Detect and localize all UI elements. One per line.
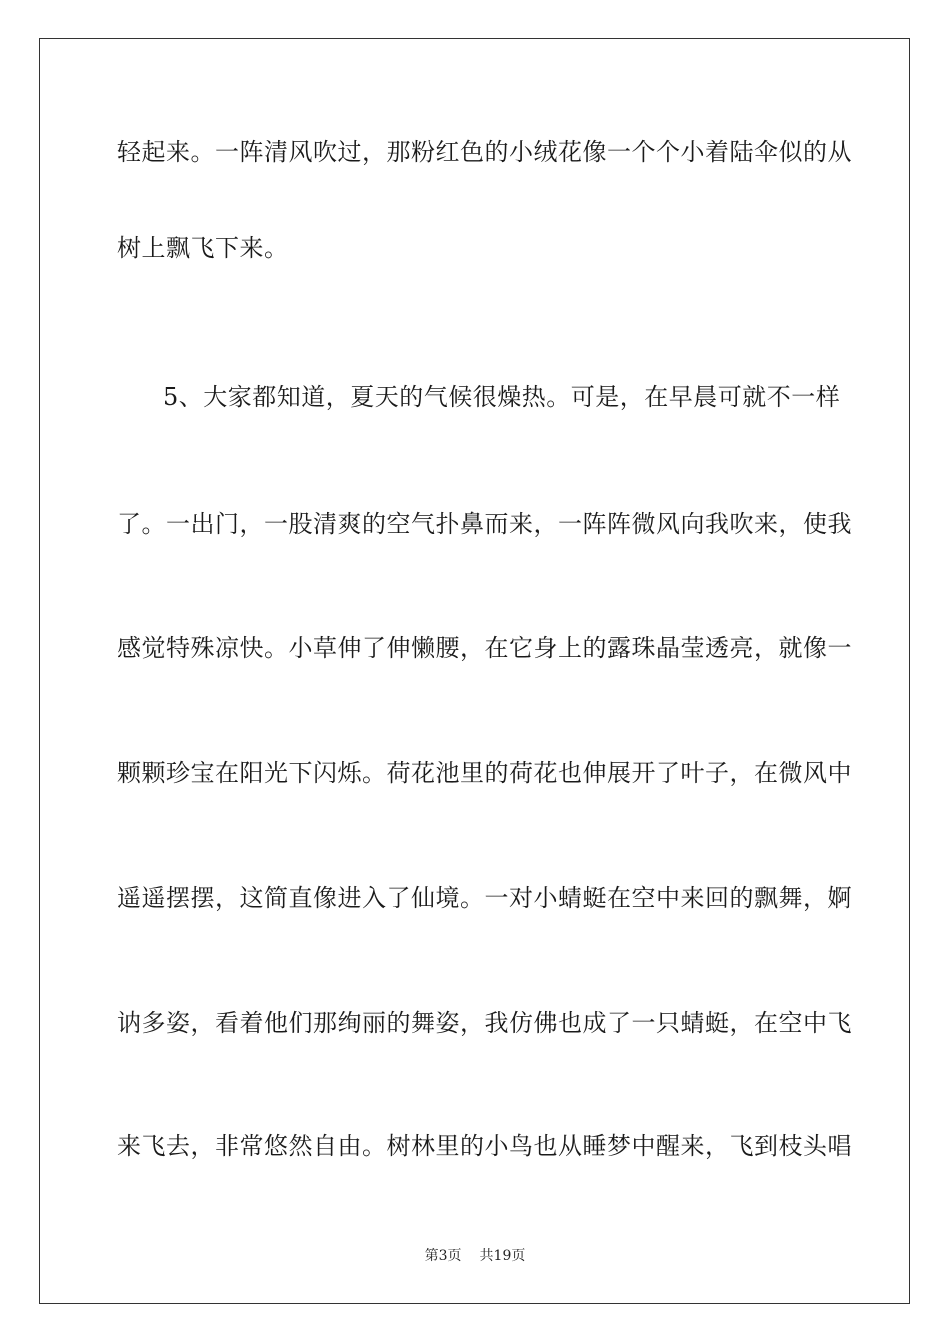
text-line-2: 树上飘飞下来。 xyxy=(117,234,289,262)
text-line-3: 5、大家都知道，夏天的气候很燥热。可是，在早晨可就不一样 xyxy=(163,383,841,411)
text-line-1: 轻起来。一阵清风吹过，那粉红色的小绒花像一个个小着陆伞似的从 xyxy=(117,138,852,166)
text-line-5: 感觉特殊凉快。小草伸了伸懒腰，在它身上的露珠晶莹透亮，就像一 xyxy=(117,634,852,662)
text-line-6: 颗颗珍宝在阳光下闪烁。荷花池里的荷花也伸展开了叶子，在微风中 xyxy=(117,759,852,787)
page-number: 第3页 xyxy=(424,1248,462,1264)
text-line-7: 遥遥摆摆，这简直像进入了仙境。一对小蜻蜓在空中来回的飘舞，婀 xyxy=(117,884,852,912)
page-footer xyxy=(0,1247,950,1265)
text-line-9: 来飞去，非常悠然自由。树林里的小鸟也从睡梦中醒来，飞到枝头唱 xyxy=(117,1132,852,1160)
text-line-8: 讷多姿，看着他们那绚丽的舞姿，我仿佛也成了一只蜻蜓，在空中飞 xyxy=(117,1009,852,1037)
total-pages: 共19页 xyxy=(479,1248,526,1264)
page-border xyxy=(39,38,910,1304)
text-line-4: 了。一出门，一股清爽的空气扑鼻而来，一阵阵微风向我吹来，使我 xyxy=(117,510,852,538)
